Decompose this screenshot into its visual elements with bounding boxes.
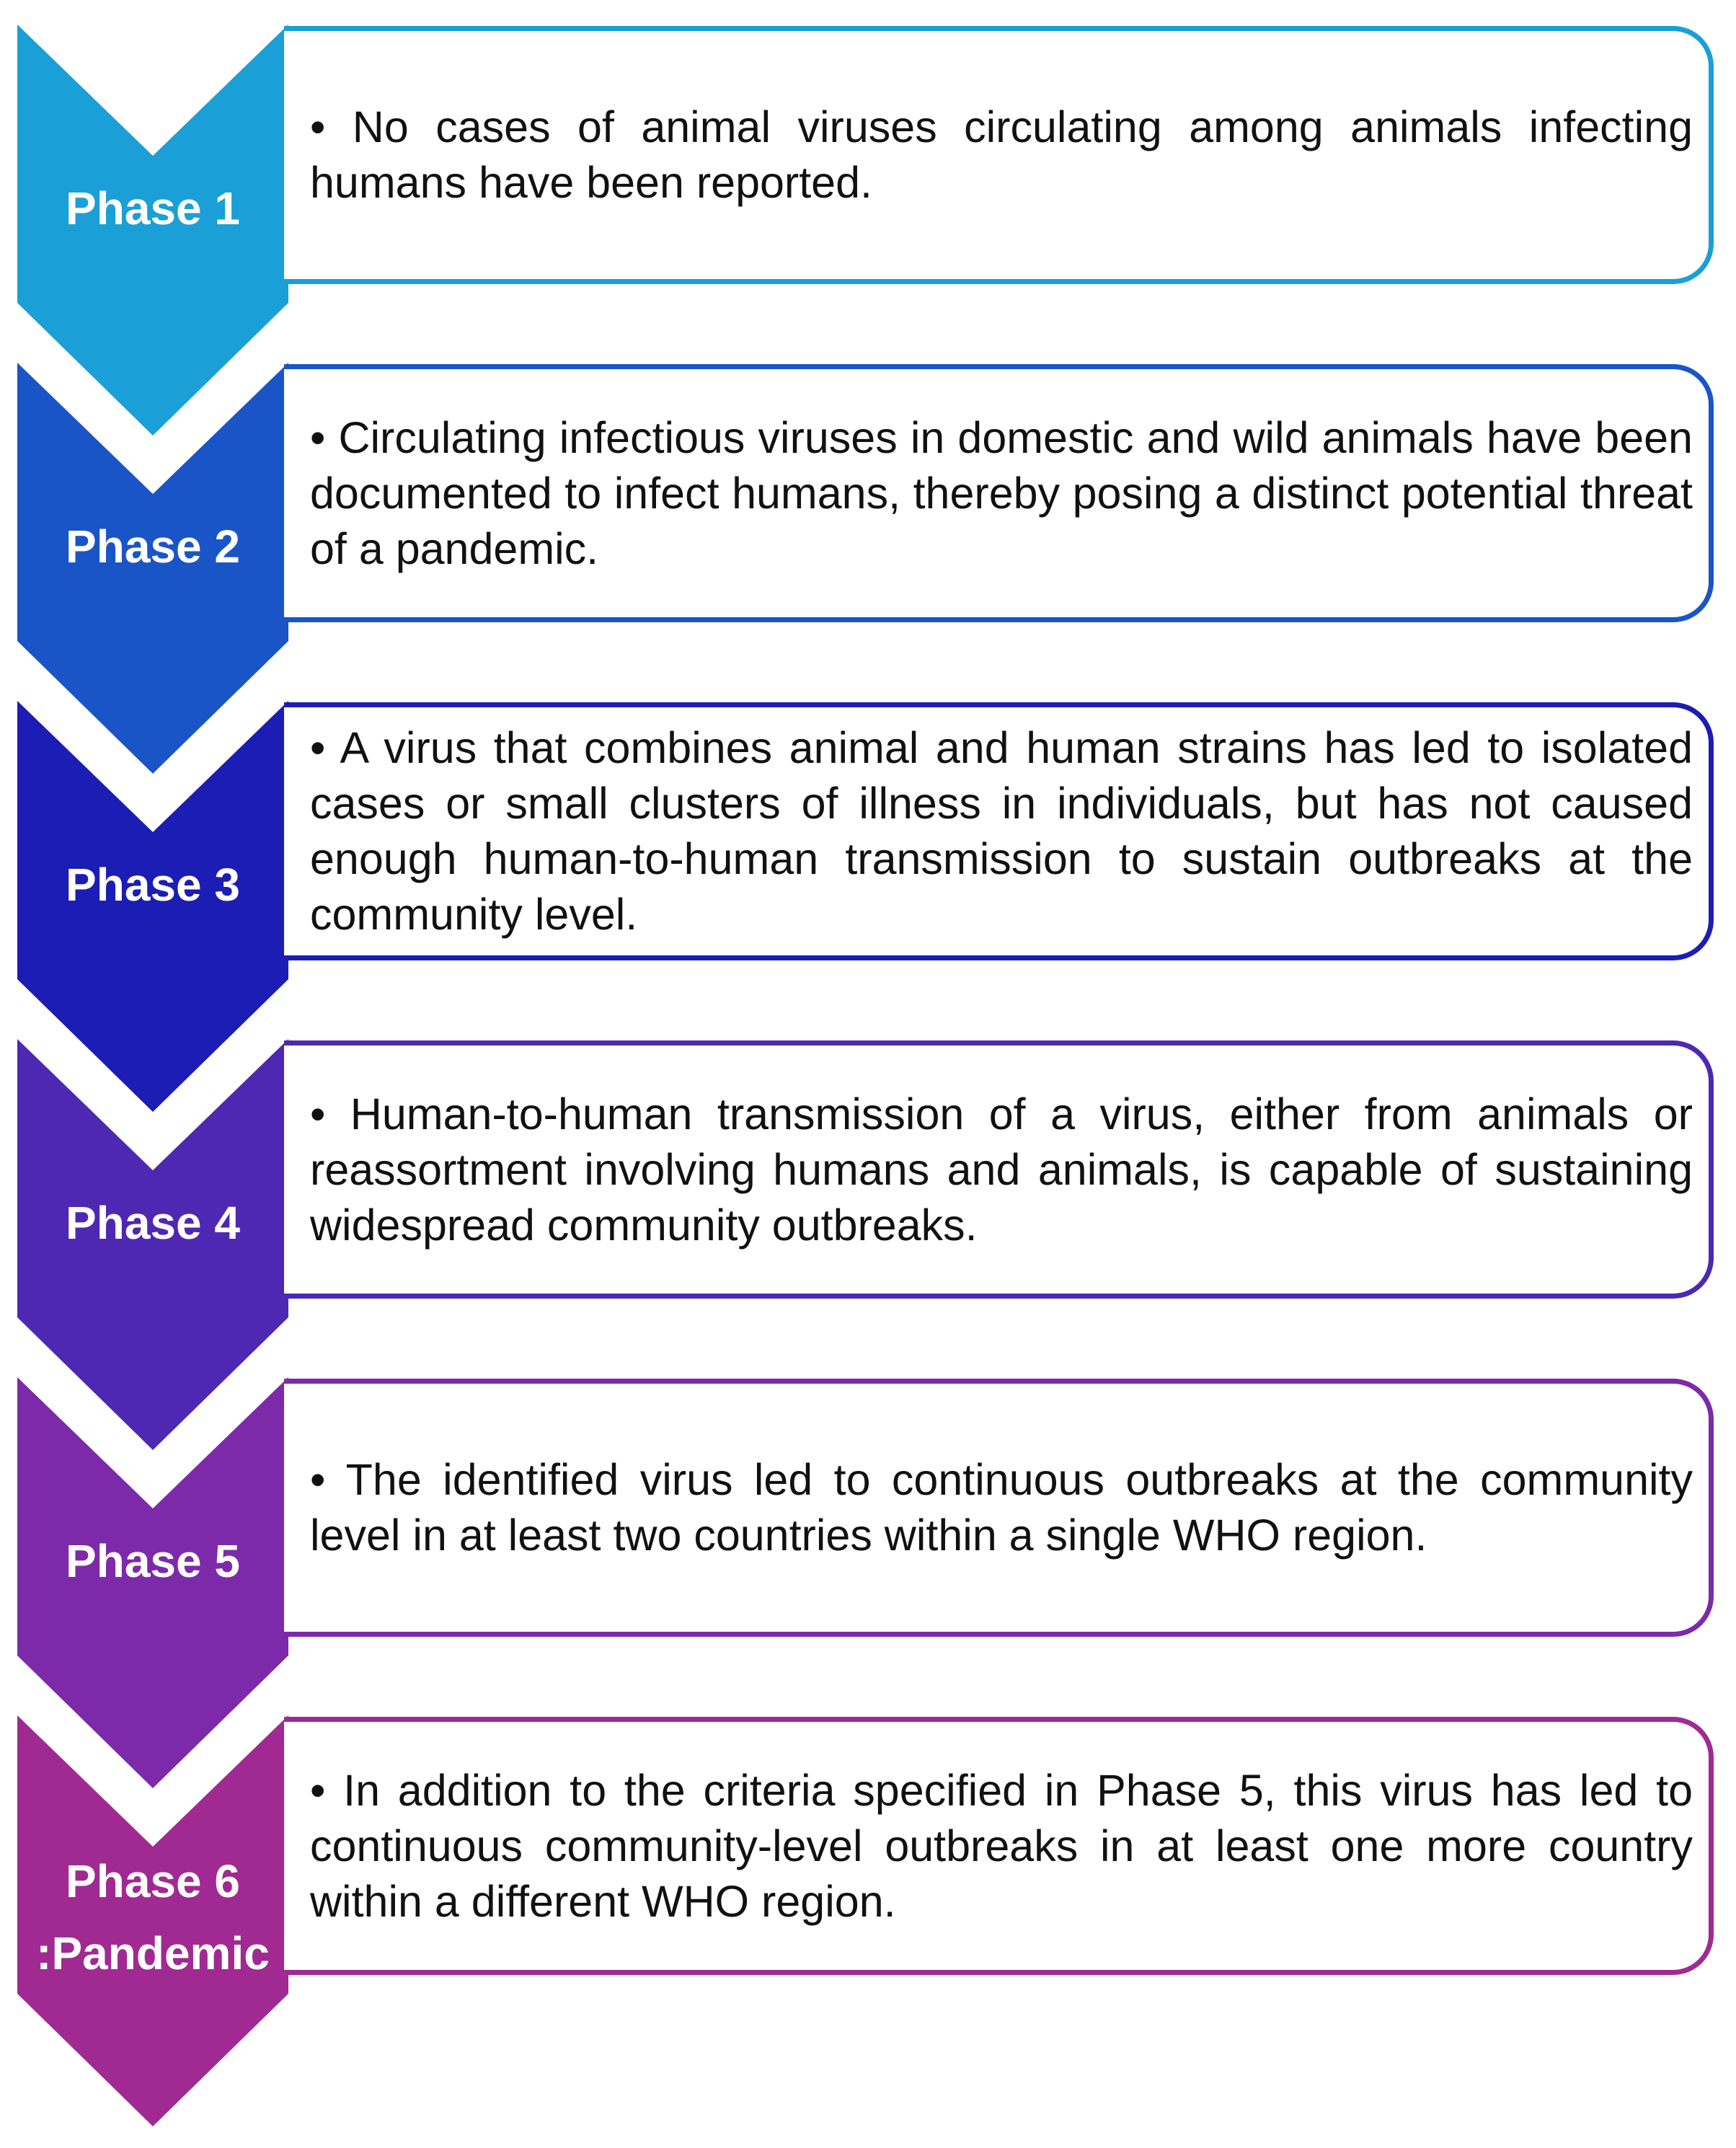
phase-label xyxy=(17,172,288,244)
phase-label xyxy=(17,1845,288,1989)
phase-label xyxy=(17,511,288,583)
phase-label xyxy=(17,1525,288,1597)
phase-description-box xyxy=(284,1717,1714,1975)
phase-label-line: Phase 6 xyxy=(66,1855,240,1907)
phase-label-line: Phase 4 xyxy=(66,1197,240,1249)
phase-label-line: Phase 5 xyxy=(66,1535,240,1587)
phase-label-line: Phase 2 xyxy=(66,521,240,573)
phase-label xyxy=(17,849,288,921)
phase-label-line: Phase 1 xyxy=(66,182,240,234)
phase-label-subtitle: :Pandemic xyxy=(36,1927,270,1979)
phase-description-box xyxy=(284,702,1714,960)
phase-description: • Human-to-human transmission of a virus, either from animals or reassortment involving humans and animals, is capable of sustaining widespread community outbreaks. xyxy=(310,1089,1693,1250)
phase-label xyxy=(17,1187,288,1259)
phase-description-box xyxy=(284,1379,1714,1637)
phase-description: • Circulating infectious viruses in domestic and wild animals have been documented to infect humans, thereby posing a distinct potential threat of a pandemic. xyxy=(310,412,1693,573)
phase-6 xyxy=(0,1715,1736,2148)
phase-description-box xyxy=(284,26,1714,284)
phase-description: • In addition to the criteria specified in Phase 5, this virus has led to continuous community-level outbreaks in at least one more country within a different WHO region. xyxy=(310,1765,1693,1926)
phase-description: • A virus that combines animal and human strains has led to isolated cases or small clusters of illness in individuals, but has not caused enough human-to-human transmission to sustain outbreaks at the community level. xyxy=(310,723,1693,939)
phase-description: • The identified virus led to continuous outbreaks at the community level in at least two countries within a single WHO region. xyxy=(310,1455,1693,1560)
phase-label-line: Phase 3 xyxy=(66,859,240,911)
phase-description-box xyxy=(284,364,1714,622)
phase-description-box xyxy=(284,1040,1714,1299)
phase-description: • No cases of animal viruses circulating among animals infecting humans have been reported. xyxy=(310,102,1693,207)
